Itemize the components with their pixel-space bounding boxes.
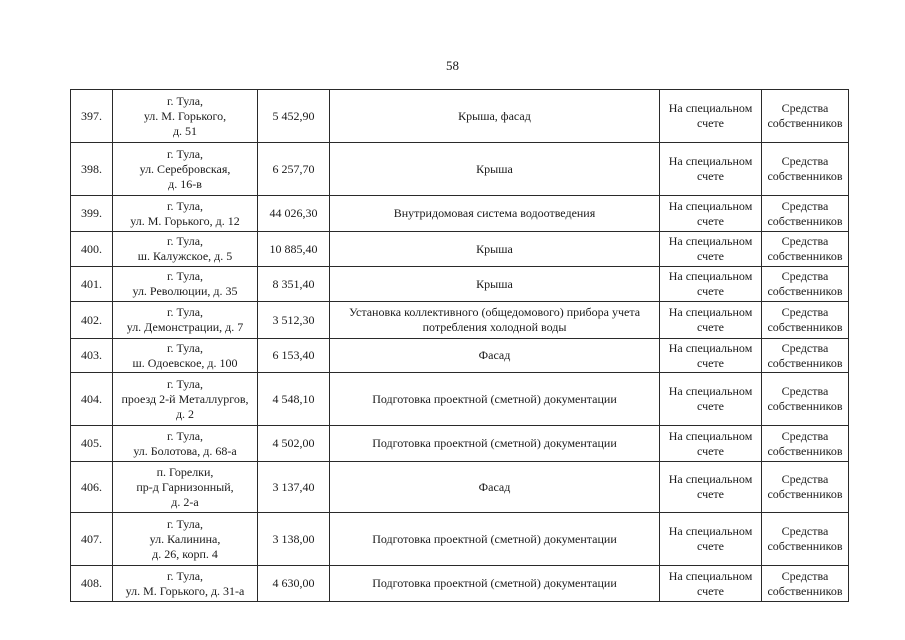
account-cell-line: На специальном	[668, 154, 753, 168]
address-cell-line: ул. Серебровская,	[139, 161, 231, 176]
funding-source-cell-line: собственников	[767, 213, 843, 228]
funding-source-cell-line: Средства	[781, 524, 829, 538]
work-type-cell	[330, 513, 660, 566]
amount-cell: 44 026,30	[258, 196, 330, 232]
address-cell-line: ул. Революции, д. 35	[132, 284, 238, 298]
address-cell	[113, 302, 258, 339]
address-cell-line: ш. Калужское, д. 5	[137, 249, 233, 263]
funding-source-cell-line: собственников	[767, 116, 843, 130]
work-type-cell-line: Крыша	[476, 241, 513, 256]
amount-cell: 6 257,70	[258, 143, 330, 196]
funding-source-cell	[762, 267, 849, 302]
account-cell-line: На специальном	[668, 524, 753, 538]
funding-source-cell	[762, 373, 849, 426]
table-row	[71, 513, 849, 566]
funding-source-cell-line: Средства	[781, 472, 829, 486]
address-cell	[113, 462, 258, 513]
row-number: 405.	[71, 426, 113, 462]
address-cell-line: д. 26, корп. 4	[152, 546, 218, 561]
row-number: 403.	[71, 339, 113, 373]
account-cell-line: На специальном	[668, 568, 753, 583]
account-cell-line: На специальном	[668, 428, 753, 443]
account-cell	[660, 513, 762, 566]
account-cell	[660, 196, 762, 232]
address-cell	[113, 143, 258, 196]
funding-source-cell	[762, 462, 849, 513]
account-cell-line: На специальном	[668, 305, 753, 319]
row-number: 406.	[71, 462, 113, 513]
account-cell-line: счете	[696, 583, 725, 598]
address-cell-line: ул. Калинина,	[149, 531, 221, 546]
account-cell-line: На специальном	[668, 101, 753, 115]
work-type-cell	[330, 566, 660, 602]
row-number: 408.	[71, 566, 113, 602]
account-cell-line: На специальном	[668, 198, 753, 213]
row-number: 401.	[71, 267, 113, 302]
work-type-cell	[330, 267, 660, 302]
address-cell	[113, 267, 258, 302]
table-row	[71, 232, 849, 267]
account-cell-line: счете	[696, 249, 725, 263]
funding-source-cell-line: Средства	[781, 234, 829, 248]
address-cell	[113, 90, 258, 143]
account-cell	[660, 462, 762, 513]
row-number: 404.	[71, 373, 113, 426]
funding-source-cell-line: Средства	[781, 154, 829, 168]
funding-source-cell-line: собственников	[767, 443, 843, 458]
funding-source-cell-line: собственников	[767, 487, 843, 501]
address-cell-line: г. Тула,	[166, 428, 204, 443]
funding-source-cell-line: Средства	[781, 101, 829, 115]
work-type-cell	[330, 196, 660, 232]
row-number: 398.	[71, 143, 113, 196]
address-cell-line: проезд 2-й Металлургов,	[121, 391, 249, 406]
row-number: 400.	[71, 232, 113, 267]
address-cell	[113, 426, 258, 462]
address-cell-line: г. Тула,	[166, 198, 204, 213]
account-cell	[660, 566, 762, 602]
work-type-cell	[330, 90, 660, 143]
funding-source-cell	[762, 513, 849, 566]
work-type-cell	[330, 232, 660, 267]
work-type-cell	[330, 462, 660, 513]
account-cell	[660, 339, 762, 373]
work-type-cell	[330, 143, 660, 196]
funding-source-cell-line: собственников	[767, 169, 843, 183]
work-type-cell	[330, 373, 660, 426]
address-cell-line: г. Тула,	[166, 234, 204, 248]
funding-source-cell-line: Средства	[781, 340, 829, 355]
amount-cell: 3 137,40	[258, 462, 330, 513]
work-type-cell-line: Крыша, фасад	[458, 108, 531, 123]
row-number: 402.	[71, 302, 113, 339]
account-cell-line: счете	[696, 284, 725, 298]
amount-cell: 8 351,40	[258, 267, 330, 302]
funding-source-cell-line: собственников	[767, 320, 843, 334]
table-row	[71, 339, 849, 373]
account-cell-line: На специальном	[668, 384, 753, 398]
funding-source-cell-line: Средства	[781, 428, 829, 443]
account-cell	[660, 143, 762, 196]
work-type-cell-line: потребления холодной воды	[422, 320, 567, 334]
account-cell-line: счете	[696, 399, 725, 413]
funding-source-cell-line: Средства	[781, 305, 829, 319]
account-cell-line: счете	[696, 213, 725, 228]
account-cell	[660, 90, 762, 143]
address-cell-line: п. Горелки,	[156, 464, 214, 479]
funding-source-cell	[762, 90, 849, 143]
account-cell-line: счете	[696, 355, 725, 370]
address-cell	[113, 373, 258, 426]
table-row	[71, 267, 849, 302]
amount-cell: 10 885,40	[258, 232, 330, 267]
address-cell-line: д. 2	[175, 406, 195, 421]
address-cell-line: г. Тула,	[166, 269, 204, 283]
account-cell	[660, 373, 762, 426]
amount-cell: 3 512,30	[258, 302, 330, 339]
account-cell-line: счете	[696, 320, 725, 334]
address-cell-line: д. 51	[172, 123, 198, 138]
address-cell	[113, 513, 258, 566]
work-type-cell-line: Установка коллективного (общедомового) прибора учета	[348, 305, 641, 319]
funding-source-cell-line: Средства	[781, 198, 829, 213]
address-cell-line: д. 2-а	[171, 494, 199, 509]
row-number: 399.	[71, 196, 113, 232]
funding-source-cell	[762, 566, 849, 602]
row-number: 407.	[71, 513, 113, 566]
funding-source-cell-line: Средства	[781, 384, 829, 398]
work-type-cell-line: Фасад	[478, 479, 511, 494]
amount-cell: 4 630,00	[258, 566, 330, 602]
funding-source-cell	[762, 426, 849, 462]
table-row	[71, 302, 849, 339]
address-cell	[113, 232, 258, 267]
account-cell	[660, 232, 762, 267]
funding-source-cell	[762, 143, 849, 196]
funding-source-cell-line: Средства	[781, 269, 829, 283]
address-cell-line: г. Тула,	[166, 340, 204, 355]
table-row	[71, 143, 849, 196]
work-type-cell-line: Внутридомовая система водоотведения	[393, 206, 596, 220]
table-row	[71, 462, 849, 513]
account-cell	[660, 426, 762, 462]
work-type-cell	[330, 339, 660, 373]
funding-source-cell-line: собственников	[767, 249, 843, 263]
address-cell-line: пр-д Гарнизонный,	[136, 479, 234, 494]
amount-cell: 4 548,10	[258, 373, 330, 426]
page-number: 58	[446, 58, 459, 73]
amount-cell: 4 502,00	[258, 426, 330, 462]
account-cell-line: счете	[696, 539, 725, 553]
account-cell-line: На специальном	[668, 472, 753, 486]
address-cell-line: ул. Демонстрации, д. 7	[126, 320, 244, 334]
work-type-cell-line: Подготовка проектной (сметной) документации	[372, 436, 617, 450]
work-type-cell-line: Подготовка проектной (сметной) документации	[372, 576, 617, 590]
account-cell-line: счете	[696, 169, 725, 183]
funding-source-cell-line: собственников	[767, 583, 843, 598]
table-row	[71, 566, 849, 602]
work-type-cell-line: Подготовка проектной (сметной) документации	[372, 391, 617, 406]
address-cell-line: г. Тула,	[166, 93, 204, 108]
address-cell-line: ш. Одоевское, д. 100	[132, 355, 238, 370]
funding-source-cell	[762, 339, 849, 373]
funding-source-cell	[762, 302, 849, 339]
work-type-cell-line: Крыша	[476, 161, 513, 176]
address-cell	[113, 566, 258, 602]
amount-cell: 5 452,90	[258, 90, 330, 143]
funding-source-cell-line: собственников	[767, 355, 843, 370]
account-cell	[660, 267, 762, 302]
account-cell-line: На специальном	[668, 340, 753, 355]
table-row	[71, 426, 849, 462]
table-row	[71, 373, 849, 426]
work-type-cell-line: Фасад	[478, 348, 511, 362]
address-cell-line: ул. М. Горького, д. 31-а	[125, 583, 245, 598]
address-cell-line: г. Тула,	[166, 516, 204, 531]
amount-cell: 3 138,00	[258, 513, 330, 566]
address-cell-line: г. Тула,	[166, 305, 204, 319]
account-cell-line: На специальном	[668, 269, 753, 283]
table-row	[71, 196, 849, 232]
table-body	[71, 90, 849, 602]
funding-source-cell	[762, 196, 849, 232]
repair-schedule-table	[70, 89, 849, 602]
address-cell-line: г. Тула,	[166, 146, 204, 161]
address-cell	[113, 339, 258, 373]
account-cell-line: счете	[696, 487, 725, 501]
funding-source-cell-line: Средства	[781, 568, 829, 583]
amount-cell: 6 153,40	[258, 339, 330, 373]
account-cell-line: На специальном	[668, 234, 753, 248]
account-cell-line: счете	[696, 443, 725, 458]
work-type-cell	[330, 426, 660, 462]
address-cell-line: ул. М. Горького,	[143, 108, 227, 123]
address-cell-line: ул. Болотова, д. 68-а	[133, 443, 237, 458]
row-number: 397.	[71, 90, 113, 143]
address-cell-line: г. Тула,	[166, 376, 204, 391]
funding-source-cell-line: собственников	[767, 539, 843, 553]
table-row	[71, 90, 849, 143]
address-cell	[113, 196, 258, 232]
work-type-cell-line: Крыша	[476, 276, 513, 291]
funding-source-cell-line: собственников	[767, 399, 843, 413]
funding-source-cell	[762, 232, 849, 267]
work-type-cell-line: Подготовка проектной (сметной) документации	[372, 531, 617, 546]
funding-source-cell-line: собственников	[767, 284, 843, 298]
work-type-cell	[330, 302, 660, 339]
account-cell-line: счете	[696, 116, 725, 130]
address-cell-line: ул. М. Горького, д. 12	[130, 213, 240, 228]
address-cell-line: г. Тула,	[166, 568, 204, 583]
account-cell	[660, 302, 762, 339]
address-cell-line: д. 16-в	[168, 176, 202, 191]
